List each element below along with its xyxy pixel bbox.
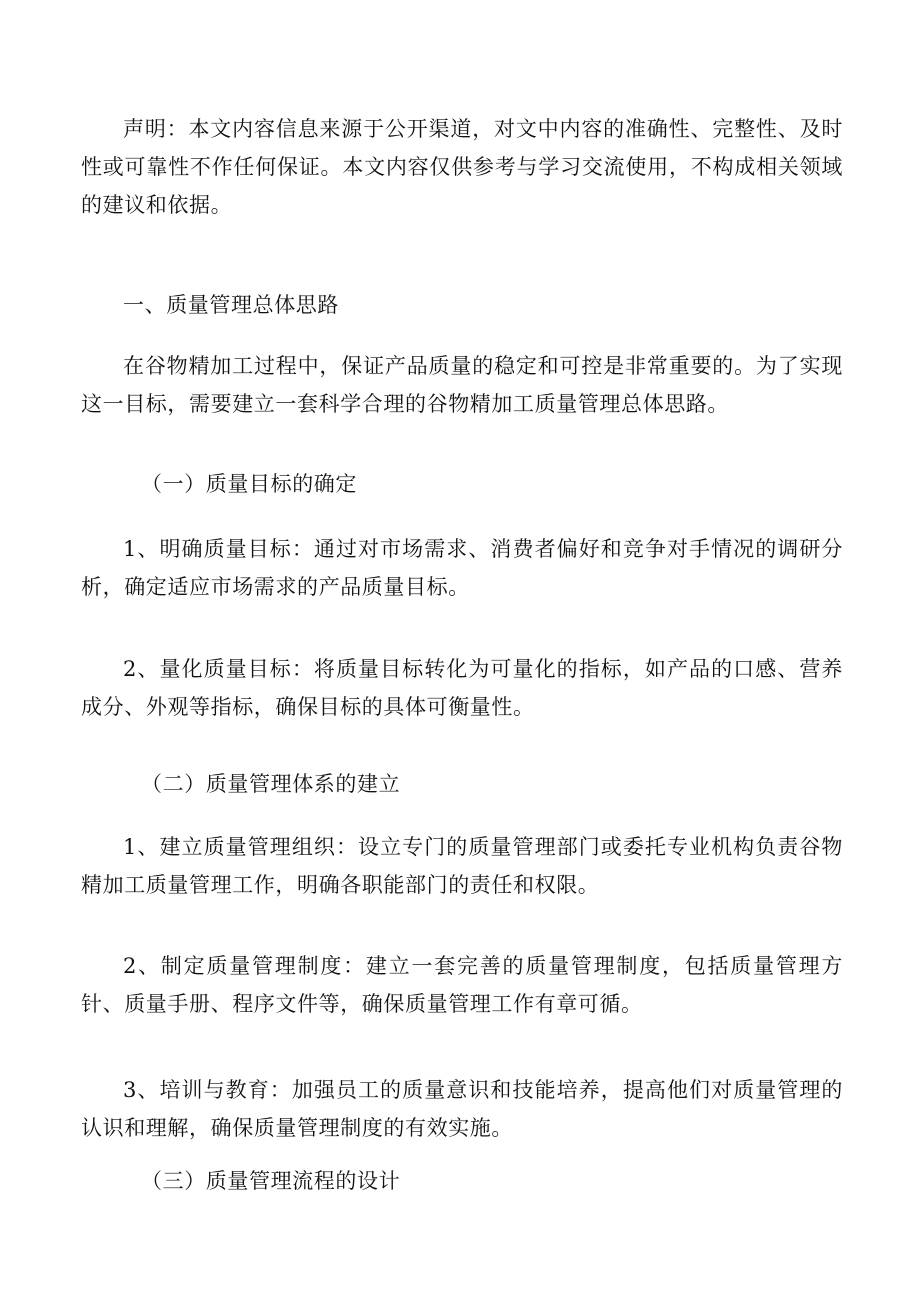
list-item-establish-organization: 1、建立质量管理组织：设立专门的质量管理部门或委托专业机构负责谷物精加工质量管理工作，明确各职能部门的责任和权限。 (81, 835, 843, 897)
subsection-heading-management-system: （二）质量管理体系的建立 (141, 772, 401, 796)
section-heading-overall-approach: 一、质量管理总体思路 (123, 293, 339, 317)
list-item-define-goals: 1、明确质量目标：通过对市场需求、消费者偏好和竞争对手情况的调研分析，确定适应市场需求的产品质量目标。 (81, 537, 843, 599)
disclaimer-paragraph: 声明：本文内容信息来源于公开渠道，对文中内容的准确性、完整性、及时性或可靠性不作任何保证。本文内容仅供参考与学习交流使用，不构成相关领域的建议和依据。 (81, 117, 843, 217)
list-item-formulate-system: 2、制定质量管理制度：建立一套完善的质量管理制度，包括质量管理方针、质量手册、程序文件等，确保质量管理工作有章可循。 (81, 954, 843, 1016)
subsection-heading-quality-goals: （一）质量目标的确定 (141, 472, 357, 496)
list-item-training-education: 3、培训与教育：加强员工的质量意识和技能培养，提高他们对质量管理的认识和理解，确保质量管理制度的有效实施。 (81, 1078, 843, 1140)
list-item-quantify-goals: 2、量化质量目标：将质量目标转化为可量化的指标，如产品的口感、营养成分、外观等指标，确保目标的具体可衡量性。 (81, 657, 843, 719)
subsection-heading-process-design: （三）质量管理流程的设计 (141, 1169, 401, 1193)
section-intro-paragraph: 在谷物精加工过程中，保证产品质量的稳定和可控是非常重要的。为了实现这一目标，需要建立一套科学合理的谷物精加工质量管理总体思路。 (81, 354, 843, 416)
